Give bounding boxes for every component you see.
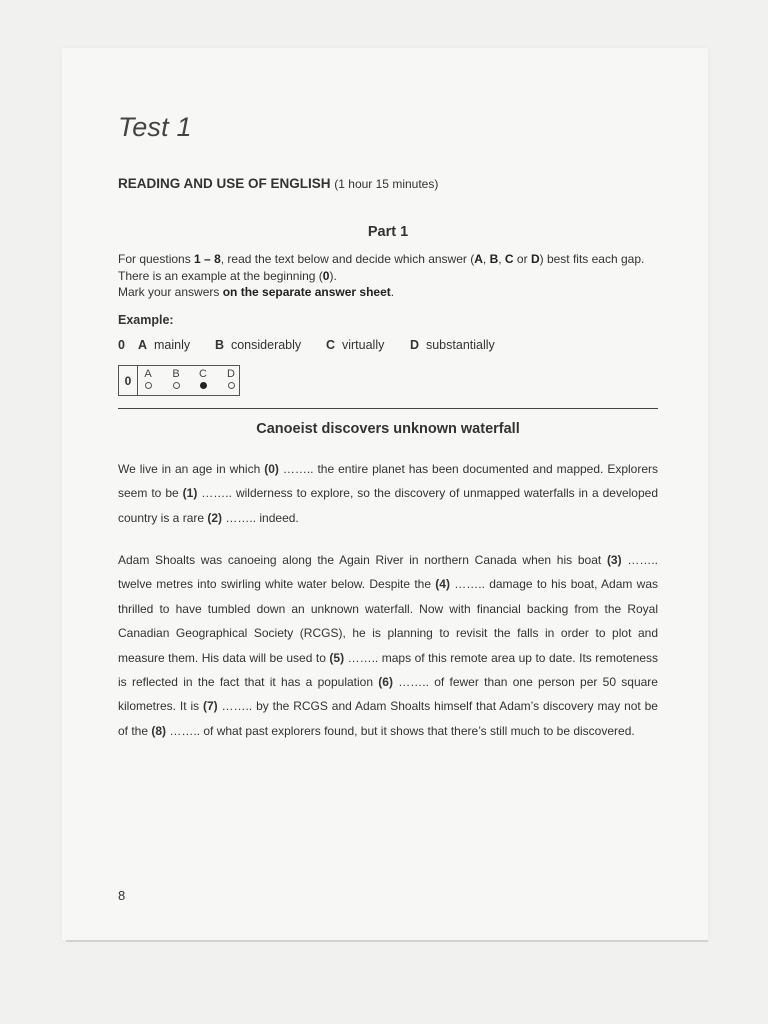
para-text: …….. the entire planet has been documented and mapped. Explorers seem to be [118,462,659,501]
section-duration: (1 hour 15 minutes) [334,177,439,191]
instr-option-c: C [504,252,514,266]
example-option-a [138,338,190,352]
section-title: READING AND USE OF ENGLISH [118,176,331,191]
gap-6: (6) [378,675,393,690]
answer-column-d [224,368,238,389]
instr-question-range: 1 – 8 [194,252,221,266]
text-title: Canoeist discovers unknown waterfall [256,421,520,437]
option-letter: D [410,338,420,352]
para-text: …….. twelve metres into swirling white water below. Despite the [118,553,658,592]
gap-3: (3) [606,553,622,567]
answer-bubble-d [228,382,235,389]
gap-5: (5) [329,650,345,665]
page-number: 8 [118,888,126,903]
section-divider [118,408,658,409]
example-label: Example: [118,313,174,327]
text-paragraph-2 [118,548,658,743]
instr-option-b: B [489,252,499,266]
instr-answer-sheet: on the separate answer sheet [222,285,391,299]
gap-2: (2) [207,510,223,525]
gap-1: (1) [182,486,198,501]
para-text: …….. maps of this remote area up to date. Its remoteness is reflected in the fact that it has a population [118,650,659,690]
para-text: …….. damage to his boat, Adam was thrilled to have tumbled down an unknown waterfall. Now with financial backing from the Royal Canadian Geographical Society (RCGS), he is planning to revisit the falls in order to plot and measure them. His data will be used to [118,577,658,665]
answer-bubble-b [173,382,180,389]
para-text: …….. of fewer than one person per 50 square kilometres. It is [118,675,658,714]
answer-letter: A [144,368,152,380]
instr-text: . [390,285,395,299]
option-text: mainly [153,338,191,352]
instructions-line-3 [118,284,678,301]
example-number-value: 0 [118,338,125,352]
section-heading [118,176,438,191]
gap-7: (7) [203,699,218,714]
instructions-line-2 [118,268,678,285]
example-number [118,338,125,352]
instr-text: For questions [118,252,195,266]
option-text: considerably [230,338,302,352]
instructions [118,251,678,301]
answer-box-number: 0 [119,366,138,395]
answer-letter: C [199,368,207,380]
example-option-c [326,338,384,352]
instr-example-number: 0 [322,268,330,283]
gap-0: (0) [264,462,279,476]
instr-option-a: A [474,252,483,266]
text-paragraph-1 [118,457,658,530]
instr-text: There is an example at the beginning ( [118,268,323,283]
answer-column-b [169,368,183,389]
para-text: Adam Shoalts was canoeing along the Again River in northern Canada when his boat [118,553,607,567]
part-title: Part 1 [367,224,409,240]
answer-letter: D [227,368,235,380]
instr-sep: , [498,252,505,266]
instr-text: ). [329,268,337,283]
option-letter: C [326,338,336,352]
para-text: …….. indeed. [222,510,299,525]
example-answer-box [118,365,240,396]
para-text: …….. of what past explorers found, but it shows that there’s still much to be discovered. [166,723,635,738]
gap-8: (8) [151,723,167,738]
para-text: …….. by the RCGS and Adam Shoalts himself that Adam’s discovery may not be of the [118,699,658,738]
answer-column-a [141,368,155,389]
instr-text: Mark your answers [118,285,223,299]
instructions-line-1 [118,251,678,268]
example-option-b [215,338,301,352]
option-text: substantially [425,338,495,352]
para-text: We live in an age in which [118,462,265,476]
option-text: virtually [341,338,385,352]
instr-sep: , [482,252,490,266]
test-title: Test 1 [118,112,192,142]
example-option-d [410,338,495,352]
instr-sep: or [513,252,531,266]
answer-bubble-a [145,382,152,389]
instr-text: , read the text below and decide which answer ( [220,252,475,266]
answer-column-c [196,368,210,389]
answer-bubble-c [200,382,207,389]
gap-4: (4) [435,577,450,592]
page-bottom-rule [66,940,708,942]
option-letter: B [215,338,225,352]
instr-text: ) best fits each gap. [539,252,645,266]
answer-letter: B [172,368,180,380]
instr-option-d: D [530,252,540,266]
para-text: …….. wilderness to explore, so the discovery of unmapped waterfalls in a developed country is a rare [118,486,658,525]
option-letter: A [138,338,148,352]
